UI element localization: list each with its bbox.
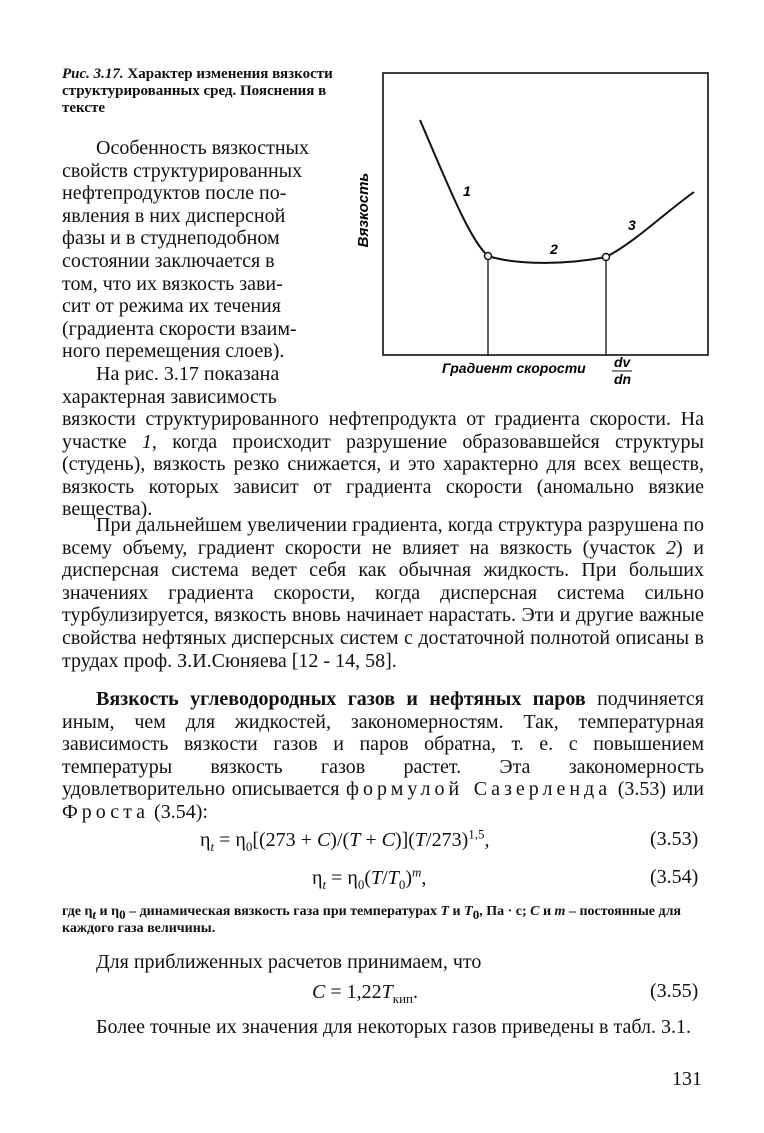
p1-line: свойств структурированных [62, 159, 303, 182]
p4-text-b: (3.53) или [611, 778, 704, 801]
y-axis-label: Вязкость [355, 172, 372, 248]
p3-text-b: ) и дисперсная система ведет себя как обычная жидкость. При больших значениях градиента скорости, когда дисперсная система сильно турбулизируется, вязкость вновь начинает нарастать. Эти и другие важные свойства нефтяных дисперсных систем с достаточной полнотой описаны в трудах проф. З.И.Сюняева [12 - 14, 58]. [62, 536, 704, 672]
figure-caption-text: Характер изменения вязкости структурированных сред. Пояснения в тексте [62, 66, 333, 116]
x-axis-fraction-den: dn [614, 371, 632, 387]
p3-text-a: При дальнейшем увеличении градиента, когда структура разрушена по всему объему, градиент скорости не влияет на вязкость (участок [62, 514, 704, 559]
p2-start-line: На рис. 3.17 показана [96, 362, 280, 385]
paragraph-1 [62, 137, 338, 408]
note-text-c: , Па · с; [479, 904, 531, 919]
p1-line: состоянии заключается в [62, 249, 275, 272]
p4-text-c: (3.54): [149, 800, 208, 823]
p2-segment-number: 1 [141, 430, 152, 453]
viscosity-graph [355, 70, 716, 390]
p2-start-line: характерная зависимость [62, 385, 277, 408]
page-number: 131 [672, 1068, 702, 1090]
x-axis-fraction-num: dv [614, 354, 631, 370]
p4-text-a: подчиняется иным, чем для жидкостей, закономерностям. Так, температурная зависимость вязкости газов и паров обратна, т. е. с повышением температуры вязкость газов растет. Эта закономерность удовлетворительно описывается [62, 688, 705, 801]
equation-3-54: $\eta_t = \eta_0(T/T_0)^m$, [312, 864, 427, 892]
equation-number-3-54: (3.54) [650, 866, 699, 888]
note-text-a: где [62, 904, 85, 919]
curve-point-1 [485, 253, 492, 260]
paragraph-6: Более точные их значения для некоторых газов приведены в табл. 3.1. [96, 1016, 692, 1038]
p1-line: фазы и в студнеподобном [62, 227, 280, 250]
curve-point-2 [603, 254, 610, 261]
equation-3-53: $\eta_t = \eta_0[(273 + C)/(T + C)](T/273)^{1,5}$, [200, 826, 490, 854]
graph-frame [383, 73, 708, 355]
p3-segment-number: 2 [665, 536, 676, 559]
p4-formula-name-1: формулой Сазерленда [346, 778, 612, 801]
equation-3-55: $C = 1,22T_{кип}$. [312, 981, 418, 1006]
equation-number-3-55: (3.55) [650, 980, 699, 1002]
segment-label-3: 3 [628, 217, 636, 233]
p2-text-b: , когда происходит разрушение образовавшейся структуры (студень), вязкость резко снижается, и это характерно для всех веществ, вязкость которых зависит от градиента скорости (аномально вязкие вещества). [62, 430, 704, 521]
p1-line: ного перемещения слоев). [62, 340, 285, 363]
paragraph-5: Для приближенных расчетов принимаем, что [96, 951, 482, 973]
paragraph-2 [62, 408, 704, 521]
segment-label-1: 1 [463, 183, 471, 199]
x-axis-label: Градиент скорости [442, 360, 586, 376]
p1-line: (градиента скорости взаим- [62, 317, 297, 340]
p4-formula-name-2: Фроста [62, 800, 150, 823]
p4-heading: Вязкость углеводородных газов и нефтяных паров [96, 688, 586, 710]
p1-line: явления в них дисперсной [62, 204, 286, 227]
paragraph-3 [62, 514, 704, 672]
figure-caption [62, 66, 352, 117]
note-text-d: – постоянные для каждого газа величины. [62, 904, 682, 936]
p1-line: том, что их вязкость зави- [62, 272, 283, 295]
figure-caption-label: Рис. 3.17. [62, 66, 124, 82]
paragraph-4 [62, 688, 704, 824]
segment-label-2: 2 [550, 241, 558, 257]
note-text-b: – динамическая вязкость газа при температурах [125, 904, 441, 919]
p1-line: нефтепродуктов после по- [62, 182, 287, 205]
equation-number-3-53: (3.53) [650, 828, 699, 850]
p1-line: сит от режима их течения [62, 295, 281, 318]
formula-note: где $\eta_t$ и $\eta_0$ – динамическая вязкость газа при температурах T и $T_0$, Па · с; C и m – постоянные для каждого газа величины. [62, 904, 682, 936]
p2-text-a: вязкости структурированного нефтепродукта от градиента скорости. На участке [62, 408, 704, 453]
p1-line: Особенность вязкостных [96, 137, 309, 159]
